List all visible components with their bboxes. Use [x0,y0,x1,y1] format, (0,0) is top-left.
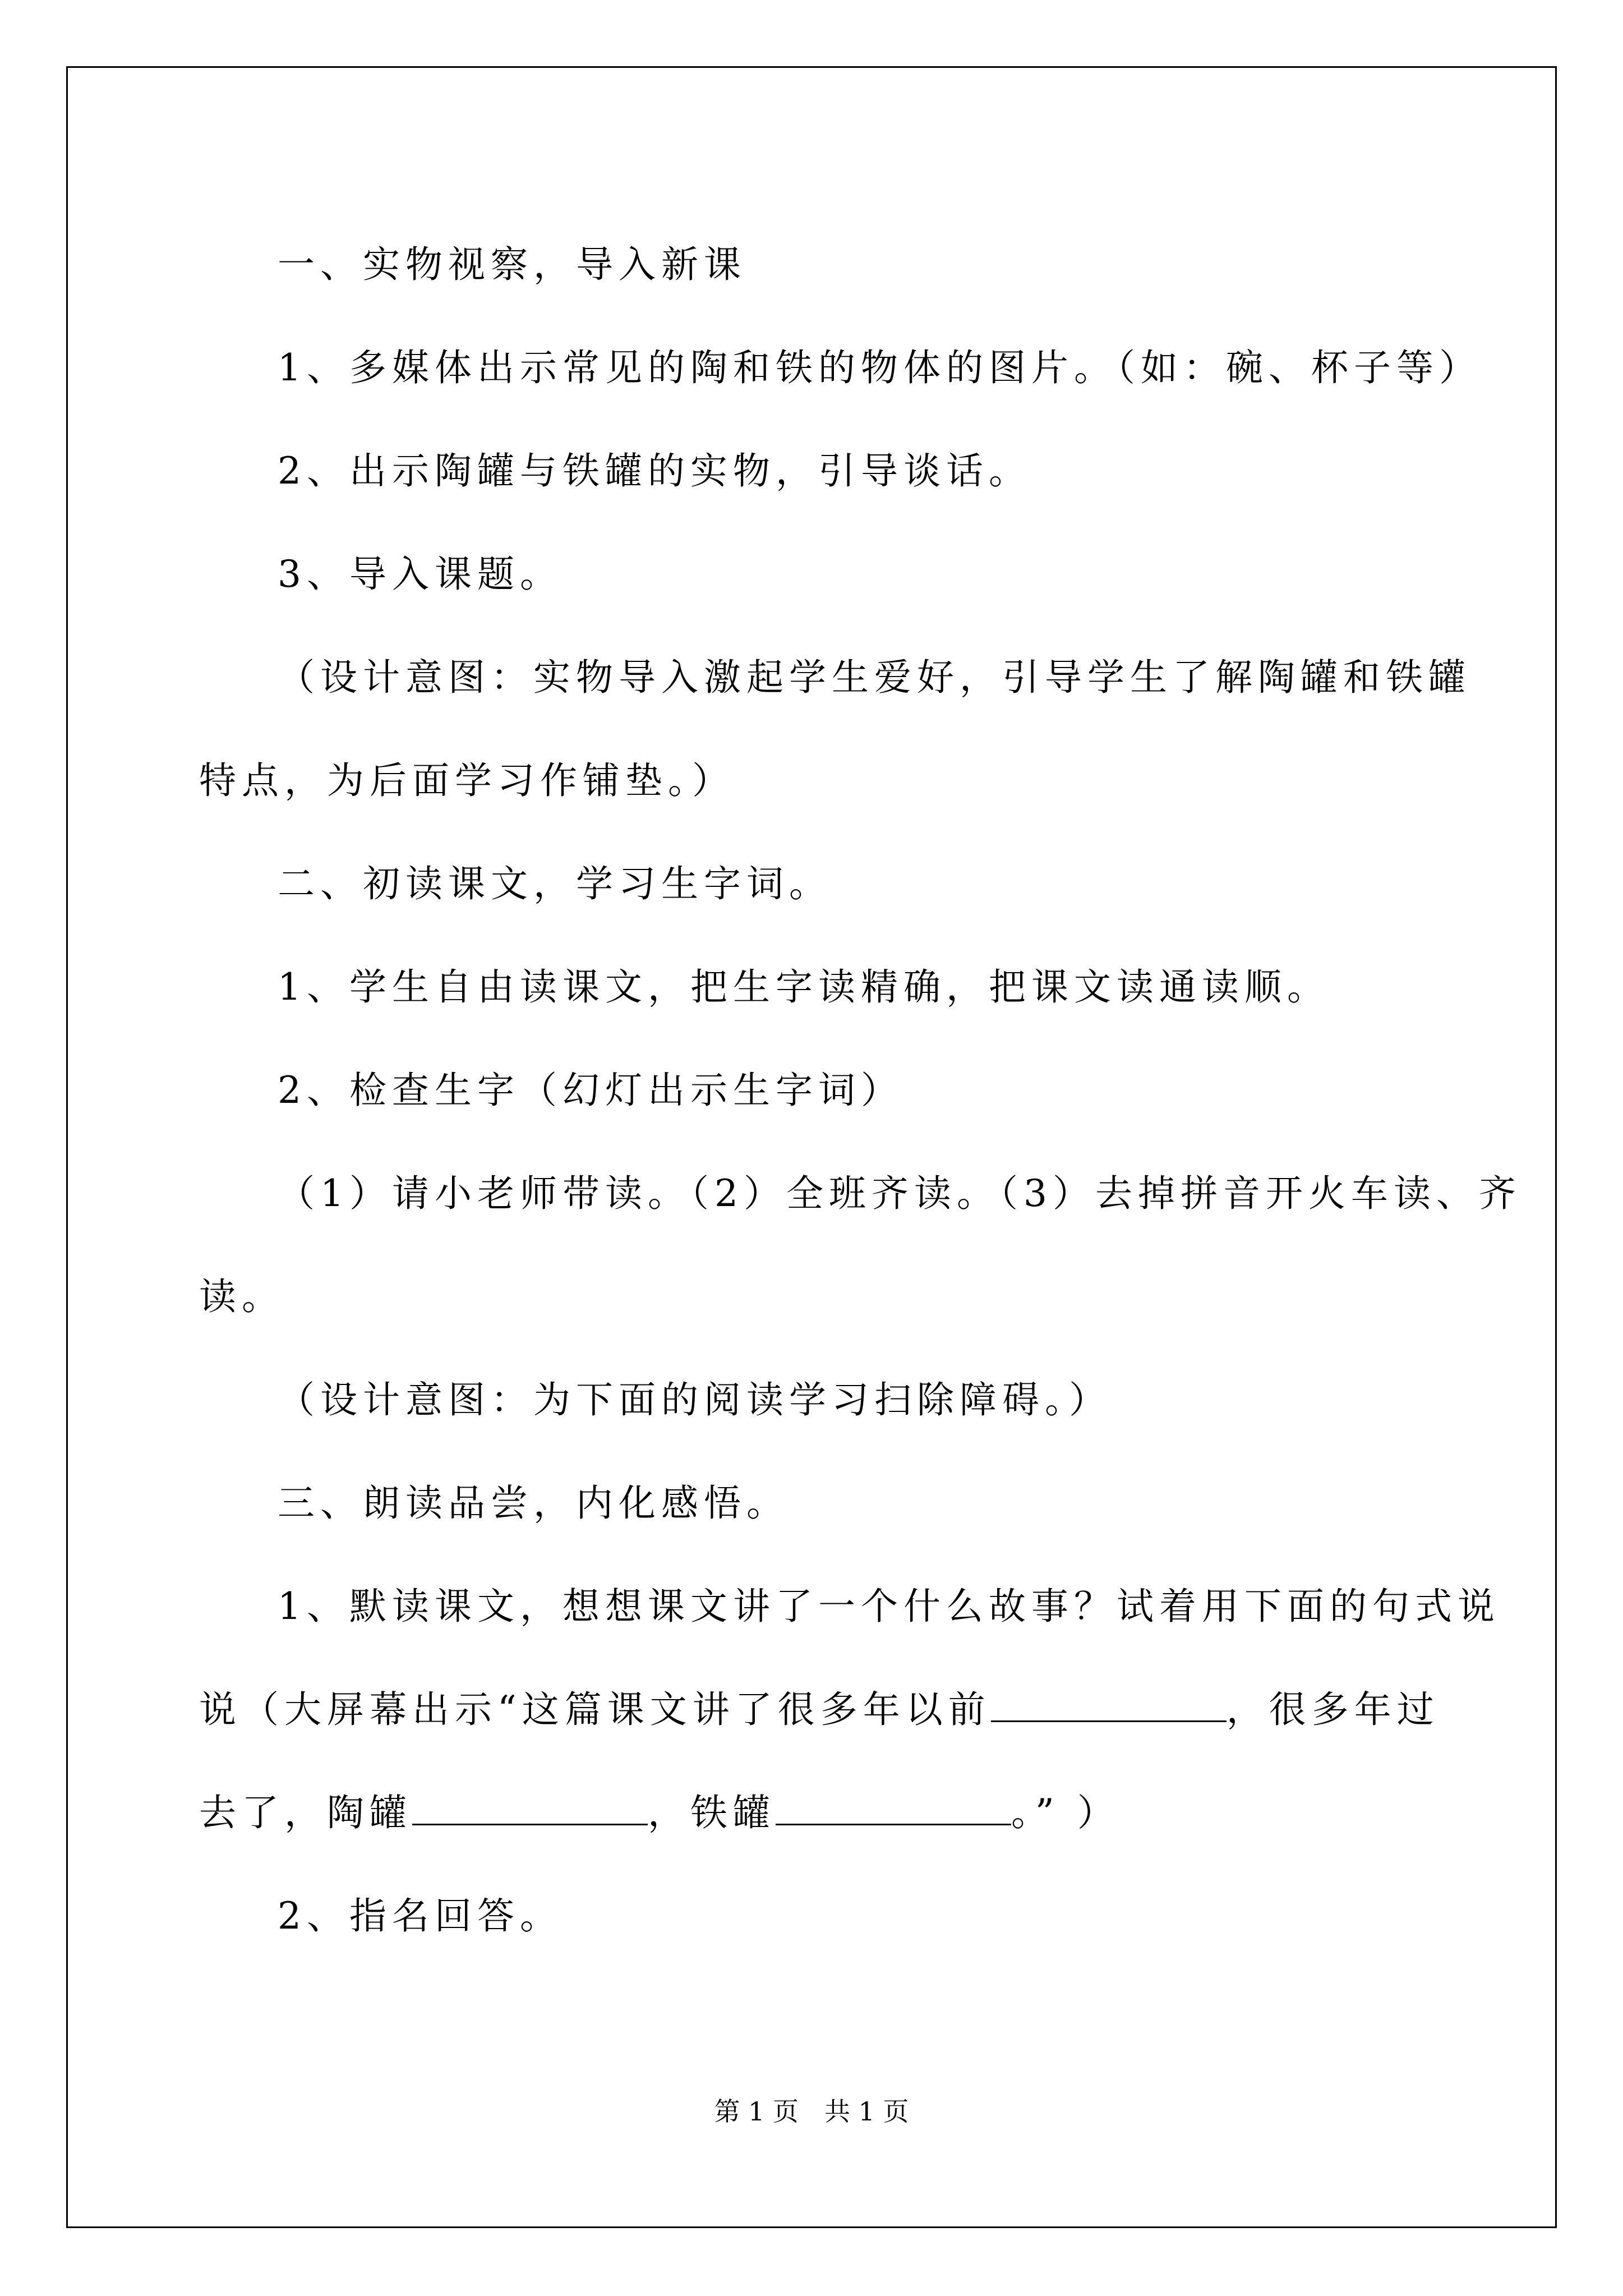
design-intent-line1: （设计意图：实物导入激起学生爱好，引导学生了解陶罐和铁罐 [278,656,1471,699]
paragraph: 2、检查生字（幻灯出示生字词） [278,1069,903,1112]
paragraph: 1、学生自由读课文，把生字读精确，把课文读通读顺。 [278,965,1330,1009]
section-heading-1: 一、实物视察，导入新课 [278,243,746,286]
paragraph: 2、出示陶罐与铁罐的实物，引导谈话。 [278,449,1031,493]
paragraph: 2、指名回答。 [278,1894,562,1938]
question-line1: 1、默读课文，想想课文讲了一个什么故事？试着用下面的句式说 [278,1585,1500,1628]
question-text: ，铁罐 [648,1791,776,1834]
section-heading-3: 三、朗读品尝，内化感悟。 [278,1481,789,1525]
question-text: 去了，陶罐 [199,1791,412,1834]
fill-blank [776,1790,1011,1825]
paragraph: 3、导入课题。 [278,553,562,596]
document-body [199,213,1521,1968]
fill-blank [412,1790,648,1825]
question-line3 [199,1761,1422,1865]
section-heading-2: 二、初读课文，学习生字词。 [278,862,832,905]
paragraph: 1、多媒体出示常见的陶和铁的物体的图片。（如：碗、杯子等） [278,346,1482,389]
page-footer: 第 1 页 共 1 页 [714,2096,909,2127]
design-intent: （设计意图：为下面的阅读学习扫除障碍。） [278,1378,1112,1421]
question-text: 。” ） [1011,1791,1120,1834]
question-text: 说（大屏幕出示“这篇课文讲了很多年以前 [199,1688,991,1731]
question-line2 [199,1658,1440,1761]
question-text: ，很多年过 [1226,1688,1440,1731]
design-intent-line2: 特点，为后面学习作铺垫。） [199,759,735,802]
fill-blank [991,1687,1227,1722]
steps-line2: 读。 [199,1275,284,1318]
steps-line1: （1）请小老师带读。（2）全班齐读。（3）去掉拼音开火车读、齐 [278,1172,1521,1215]
